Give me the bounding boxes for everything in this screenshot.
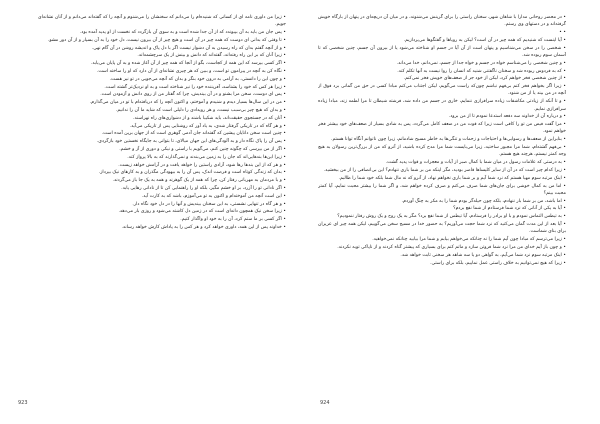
paragraph: • نگاه کن به آنچه در پیرامون تو است، و ببین که هر چیزی نشانه‌ای از آن دارد که او را ساخته است. xyxy=(96,69,286,75)
paragraph: • بنابراین از ضعف‌ها و رسوایی‌ها و احتیاجات و زحمات و تنگی‌ها به خاطر مسیح شادمانم، زیرا چون ناتوانم آنگاه توانا هستم. xyxy=(331,137,566,143)
paragraph: • به تیطس التماس نمودم و با او برادر را فرستادم، آیا تیطس از شما نفع برد؟ مگر به یک روح و یک روش رفتار ننمودیم؟ xyxy=(337,214,566,220)
paragraph: • اینک مرتبه سوم مهیا هستم که نزد شما آیم و بر شما باری نخواهم نهاد، از آنرو که نه مال شما بلکه خود شما را طالبم. xyxy=(338,175,566,181)
paragraph: • پس آن را پاک نگاه دار و به آلودگی‌های این جهان میالای، تا بتوانی به جایگاه نخستین خود بازگردی. xyxy=(96,139,286,145)
paragraph: • و با مردمان به مهربانی رفتار کن، چرا که همه از یک گوهرند و همه به یک جا باز می‌گردند. xyxy=(112,178,286,184)
left-page-text xyxy=(38,14,286,392)
paragraph: • و چون باز آیم خدای من مرا نزد شما فروتن سازد و ماتم کنم برای بسیاری که پیشتر گناه کردند و از ناپاکی توبه نکردند. xyxy=(337,244,566,250)
paragraph: • زیرا سخن نیک همچون دانه‌ای است که در زمین دل کاشته می‌شود و روزی بار می‌دهد. xyxy=(118,209,286,215)
paragraph: • و هر که از این بندها رها شود، آزادی راستین را خواهد یافت و در آرامش خواهد زیست. xyxy=(118,162,286,168)
left-page-number: 923 xyxy=(18,400,28,406)
paragraph: • این است آنچه من آموخته‌ام و اکنون به تو می‌آموزم، باشد که به کارت آید. xyxy=(141,193,286,199)
paragraph: • در محضر روحانی مدارا با شاهان شهر، سخنان راستی را برای گزینش می‌شنوند، و در میان آن دریچه‌ای در پنهان از بارگاه خویش گرفته‌اند و در دستهای وی رستم. xyxy=(318,15,566,28)
paragraph: • اگر کسی بپرسد که این همه از کجاست، بگو از آنجا که همه چیز از آن آغاز شده و به آن پایان می‌یابد. xyxy=(90,61,286,67)
paragraph: • اما من به کمال خوشی برای جان‌های شما صرف می‌کنم و صرف کرده خواهم شد، و اگر شما را بیشتر محبت نمایم، آیا کمتر محبت بینم؟ xyxy=(318,183,566,196)
paragraph: • که به فردوس ربوده شد و سخنان ناگفتنی شنید که انسان را روا نیست به آنها تکلم کند. xyxy=(397,68,566,74)
paragraph: • و از آنچه گفتم بدان که راه رسیدن به آن دشوار نیست اگر با دل پاک و اندیشه روشن در آن گام نهی. xyxy=(91,45,286,51)
paragraph: • اگر از من بپرسی که چگونه چنین کنم، می‌گویم با راستی و نیکی و دوری از آز و خشم. xyxy=(119,147,286,153)
paragraph: • پس جان من باید به آن بپیوندد که از آن جدا شده است و به سوی آن بازگردد که نخست از او پدید آمده بود. xyxy=(79,30,286,36)
paragraph: • • xyxy=(559,30,566,36)
right-page-number: 924 xyxy=(320,400,330,406)
paragraph: • و درباره آن از خداوند سه دفعه استدعا نمودم تا از من برود. xyxy=(448,114,566,120)
right-page-text xyxy=(318,14,566,392)
paragraph: • زیرا که هیچ نمی‌توانیم به خلاف راستی عمل نماییم، بلکه برای راستی. xyxy=(430,260,566,266)
paragraph: • خداوند پس از این همه، داوری خواهد کرد و هر کس را به پاداش کارش خواهد رساند. xyxy=(121,225,286,231)
paragraph: • زیرا این‌ها بندهایی‌اند که جان را به زمین می‌بندند و نمی‌گذارند که به بالا پرواز کند. xyxy=(127,154,286,160)
paragraph: • و بدان که هیچ چیز بی‌سبب نیست، و هر رویدادی را دلیلی است که شاید ما آن را ندانیم. xyxy=(115,108,286,114)
paragraph: • زیرا اگر بخواهم فخر کنم بی‌فهم نباشم چون‌که راست می‌گویم، لیکن اجتناب می‌کنم مبادا کسی در حق من گمانی برد فوق از آنچه در من بیند یا از من شنود. xyxy=(318,84,566,97)
paragraph: • اینک مرتبه سوم نزد شما می‌آیم، به گواهی دو یا سه شاهد هر سخنی ثابت خواهد شد. xyxy=(400,252,566,258)
paragraph: • و چنین شخصی را می‌شناسم خواه در جسم و خواه جدا از جسم، نمی‌دانم، خدا می‌داند. xyxy=(396,60,566,66)
paragraph: • اگر کسی بر ما ستم کرد، آن را به خود او واگذار کنیم. xyxy=(180,217,286,223)
paragraph: • آیا به یکی از آنانی که نزد شما فرستادم از شما نفع بردم؟ xyxy=(453,206,566,212)
paragraph: • شخصی را در سخن می‌شناسیم و پنهان است از آن آیا در جسم او شناخته می‌شود یا از بیرون آن جسم، چنین شخصی که تا آسمان سوم ربوده شد. xyxy=(318,45,566,58)
paragraph: • زیرا آنان که بر این راه رفته‌اند، گفته‌اند که دانش و بینش از یک سرچشمه‌اند. xyxy=(137,53,286,59)
paragraph: • زیرا کدام چیز است که در آن از سایر کلیساها قاصر بودید، مگر اینکه من بر شما باری ننهادم؟ این بی‌انصافی را از من ببخشید. xyxy=(323,167,566,173)
paragraph: • زیرا من داوری نامه ای از کسانی که شنیده‌ام را می‌دانم که سخنشان را می‌شنوم و آنچه را که گفته‌اند می‌دانم و از آنان نشانه‌ای جویم. xyxy=(38,15,286,28)
paragraph: • زیرا می‌ترسم که مبادا چون آیم شما را نه چنانکه می‌خواهم بیابم و شما مرا بیابید چنانکه نمی‌خواهید. xyxy=(372,237,566,243)
paragraph: • و تا آنکه از زیادتی مکاشفات زیاده سرافرازی ننمایم، خاری در جسم من داده شد، فرشته شیطان تا مرا لطمه زند، مبادا زیاده سرافرازی نمایم. xyxy=(318,99,566,112)
paragraph: • زیرا هر کس که خود را بشناسد، آفریننده خود را نیز شناخته است و به او نزدیک‌تر گشته است. xyxy=(104,84,286,90)
paragraph: • و چون این را دانستی، به آرامی به درون خود بنگر و بدان که آنچه می‌جویی در تو نیز هست. xyxy=(109,76,286,82)
paragraph: • من در این سال‌ها بسیار دیدم و شنیدم و آموختم، و اکنون آنچه را که دریافته‌ام با تو در میان می‌گذارم. xyxy=(89,100,286,106)
paragraph: • از چنین شخصی فخر خواهم کرد، لیکن از خود جز از ضعف‌های خویش فخر نمی‌کنم. xyxy=(403,76,566,82)
paragraph: • تا وقتی که بدانی ای دوست که همه چیز در آن است و هیچ چیز از آن بیرون نیست، دل خود را به آن بسپار و از آن دور مشو. xyxy=(47,37,286,43)
paragraph: • آنان که در جستجوی حقیقت‌اند، باید شکیبا باشند و از دشواری‌های راه نهراسند. xyxy=(133,115,286,121)
paragraph: • و هر گاه در تنهایی نشستی، به این سخنان بیندیش و آنها را در دل خود نگاه دار. xyxy=(132,201,286,207)
paragraph: • چنین است سخن دانایان پیشین که گفته‌اند جان آدمی گوهری است که از جهان برین آمده است. xyxy=(101,131,286,137)
paragraph: • اگر نادانی تو را آزرد، بر او خشم مگیر، بلکه او را راهنمایی کن تا از نادانی رهایی یابد. xyxy=(121,186,286,192)
paragraph: • بی‌فهم گشته‌ام، شما مرا مجبور ساختید، زیرا می‌بایست شما مرا مدح کرده باشید، از آنرو که من از بزرگ‌ترین رسولان به هیچ وجه کمتر نیستم، هرچند هیچ هستم. xyxy=(318,145,566,158)
paragraph: • مرا گفت فیض من تو را کافی است زیرا که قوت من در ضعف کامل می‌گردد، پس به شادی بسیار از ضعف‌های خود بیشتر فخر خواهم نمود. xyxy=(318,122,566,135)
paragraph: • پس ای دوست، سخن مرا بشنو و در آن بیندیش، چرا که گفتار من از روی دانش و آزمودن است. xyxy=(100,92,286,98)
paragraph: • به درستی که علامات رسول در میان شما با کمال صبر از آیات و معجزات و قوات پدید گشت. xyxy=(385,160,566,166)
paragraph: • و هر گاه که در تاریکی گرفتار شدی، به یاد آور که روشنایی پس از تاریکی می‌آید. xyxy=(129,123,286,129)
paragraph: • آیا بعد از این مدت گمان می‌کنید که نزد شما حجت می‌آوریم؟ به حضور خدا در مسیح سخن می‌گوییم، لیکن همه چیز ای عزیزان برای بنای شماست. xyxy=(318,222,566,235)
paragraph: • بدان که زندگی کوتاه است و فرصت اندک، پس آن را به بیهودگی مگذران و به کارهای نیک بپرداز. xyxy=(98,170,286,176)
paragraph: • آیا اینست که شنیدیم که همه چیز در آن است؟ لیکن به رویاها و گفتگوها می‌پردازیم. xyxy=(403,37,566,43)
paragraph: • اما باشد، من بر شما بار ننهادم، بلکه چون حیله‌گر بودم شما را به مکر به چنگ آوردم. xyxy=(401,198,566,204)
